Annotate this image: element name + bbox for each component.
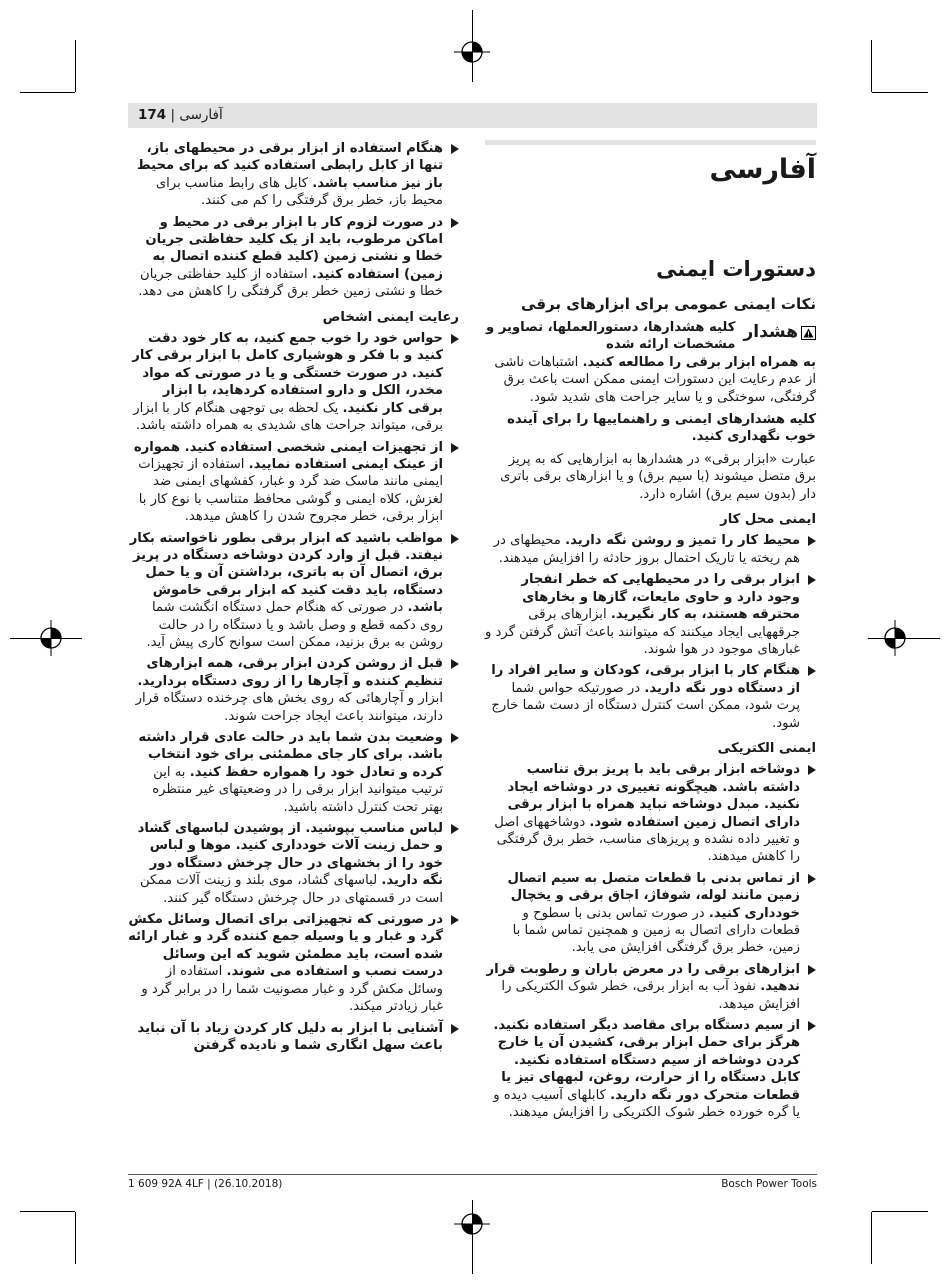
warning-text-normal: اشتباهات ناشی از عدم رعایت این دستورات ایمنی ممکن است باعث برق گرفتگی، سوختگی و یا سایر جراحت های شدید شود. [494,354,816,405]
list-item [485,1017,816,1121]
item-bold: ابزار برقی را در محیطهایی که خطر انفجار وجود دارد و حاوی مایعات، گازها و بخارهای محترقه هستند، به کار نگیرید. [521,572,800,623]
item-text: لباسهای گشاد، موی بلند و زینت آلات ممکن است در قسمتهای در حال چرخش دستگاه گیر کنند. [140,873,443,906]
bullet-icon [451,218,459,228]
item-bold: مواظب باشید که ابزار برقی بطور ناخواسته بکار نیفتد. قبل از وارد کردن دوشاخه دستگاه در پریز برق، اتصال آن به باتری، برداشتن آن و یا حمل دستگاه، باید دقت کنید که ابزار برقی خاموش باشد. [129,530,443,616]
section-title: دستورات ایمنی [656,257,816,281]
bullet-icon [451,659,459,669]
item-bold: دوشاخه ابزار برقی باید با پریز برق تناسب داشته باشد. هیچگونه تغییری در دوشاخه ایجاد نکنید. مبدل دوشاخه نباید همراه با ابزار برقی دارای اتصال زمین استفاده شود. [507,762,800,830]
list-item [128,330,459,434]
item-bold: ابزارهای برقی را در معرض باران و رطوبت قرار ندهید. [486,961,800,995]
bullet-icon [451,443,459,453]
item-text: ابزار و آچارهائی که روی بخش های چرخنده دستگاه قرار دارند، میتوانند باعث ایجاد جراحت شوند. [135,691,443,724]
left-column [128,140,459,1058]
warning-label [743,319,816,341]
page-header [128,103,817,128]
list-item [485,662,816,732]
page-header-label: آفارسی | 174 [138,107,223,123]
list-item [485,761,816,865]
list-item [485,961,816,1013]
crop-mark [872,92,928,93]
bullet-icon [808,666,816,676]
item-bold: آشنایی با ابزار به دلیل کار کردن زیاد با آن نباید باعث سهل انگاری شما و نادیده گرفتن [137,1020,443,1053]
list-item [128,140,459,210]
item-bold: از سیم دستگاه برای مقاصد دیگر استفاده نکنید. هرگز برای حمل ابزار برقی، کشیدن آن یا خارج کردن دوشاخه از سیم دستگاه استفاده نکنید. کابل دستگاه را از حرارت، روغن، لبههای تیز یا قطعات متحرک دور نگه دارید. [493,1018,800,1103]
registration-mark-icon [33,620,69,656]
bullet-icon [808,536,816,546]
bullet-icon [451,534,459,544]
item-text: کابلهای آسیب دیده و یا گره خورده خطر شوک الکتریکی را افزایش میدهند. [493,1087,800,1121]
crop-mark [20,92,75,93]
registration-mark-icon [454,34,490,70]
bullet-icon [451,824,459,834]
item-text: یک لحظه بی توجهی هنگام کار با ابزار برقی، میتواند جراحت های شدیدی به همراه داشته باشد. [133,400,443,434]
item-bold: محیط کار را تمیز و روشن نگه دارید. [565,533,800,549]
item-text: استفاده از کلید حفاظتی جریان خطا و نشتی زمین خطر برق گرفتگی را کاهش می دهد. [138,266,443,300]
header-language: آفارسی [179,107,223,123]
registration-mark-icon [877,620,913,656]
bullet-icon [808,965,816,975]
item-text: استفاده از تجهیزات ایمنی مانند ماسک ضد گرد و غبار، کفشهای ایمنی ضد لغزش، کلاه ایمنی و گوشی محافظ متناسب با نوع کار با ابزار برقی، خطر مجروح شدن را کاهش میدهد. [138,456,443,525]
list-item [128,911,459,1015]
column-rule [485,140,816,145]
item-text: در صورتی که هنگام حمل دستگاه انگشت شما روی دکمه قطع و وصل باشد و یا دستگاه را در حالت روشن به برق بزنید، ممکن است سوانح کاری پیش آید. [146,600,443,650]
item-text: به این ترتیب میتوانید ابزار برقی را در وضعیتهای غیر منتظره بهتر تحت کنترل داشته باشید. [152,764,443,815]
list-item [128,214,459,301]
bullet-icon [808,575,816,585]
warning-block [485,319,816,354]
list-item [128,729,459,816]
list-item [128,655,459,725]
list-item [485,532,816,567]
bullet-icon [451,144,459,154]
bullet-icon [808,1021,816,1031]
keep-instructions: کلیه هشدارهای ایمنی و راهنماییها را برای آینده خوب نگهداری کنید. [507,412,816,445]
item-bold: از تماس بدنی با قطعات متصل به سیم اتصال زمین مانند لوله، شوفاژ، اجاق برقی و یخچال خودداری کنید. [507,870,800,921]
warning-label-text: هشدار [743,322,798,342]
crop-mark [75,1212,76,1264]
item-text: محیطهای در هم ریخته یا تاریک احتمال بروز حادثه را افزایش میدهند. [493,533,800,566]
warning-text-bold: به همراه ابزار برقی را مطالعه کنید. [582,354,816,370]
crop-mark [75,40,76,92]
item-text: نفوذ آب به ابزار برقی، خطر شوک الکتریکی را افزایش میدهد. [501,979,800,1012]
item-bold: حواس خود را خوب جمع کنید، به کار خود دقت کنید و با فکر و هوشیاری کامل با ابزار برقی کار کنید. در صورت خستگی و یا در صورتی که مواد مخدر، الکل و دارو استفاده کردهاید، با ابزار برقی کار نکنید. [132,331,443,416]
list-item [485,870,816,957]
crop-mark [872,1211,928,1212]
warning-text [485,354,816,406]
item-bold: در صورتی که تجهیزاتی برای اتصال وسائل مکش گرد و غبار و یا وسیله جمع کننده گرد و غبار ارائه شده است، باید مطمئن شوید که این وسائل درست نصب و استفاده می شوند. [128,912,443,980]
bullet-icon [451,915,459,925]
bullet-icon [451,733,459,743]
item-bold: هنگام کار با ابزار برقی، کودکان و سایر افراد را از دستگاه دور نگه دارید. [491,663,800,696]
list-item [128,439,459,526]
item-bold: لباس مناسب بپوشید. از پوشیدن لباسهای گشاد و حمل زینت آلات خودداری کنید. موها و لباس خود را از بخشهای در حال چرخش دستگاه دور نگه دارید. [137,821,443,889]
registration-mark-icon [454,1206,490,1242]
item-bold: از تجهیزات ایمنی شخصی استفاده کنید. همواره از عینک ایمنی استفاده نمایید. [133,439,443,472]
list-item [128,1020,459,1055]
page-footer [128,1174,817,1195]
language-title: آفارسی [709,154,816,185]
electrical-heading: ایمنی الکتریکی [717,740,816,756]
bullet-icon [451,334,459,344]
subsection-title: نکات ایمنی عمومی برای ابزارهای برقی [521,295,816,313]
crop-mark [20,1211,75,1212]
item-bold: وضعیت بدن شما باید در حالت عادی قرار داشته باشد. برای کار جای مطمئنی برای خود انتخاب کرده و تعادل خود را همواره حفظ کنید. [138,730,443,780]
bullet-icon [808,874,816,884]
bullet-icon [808,765,816,775]
list-item [485,571,816,658]
item-bold: هنگام استفاده از ابزار برقی در محیطهای باز، تنها از کابل رابطی استفاده کنید که برای محیط باز نیز مناسب باشد. [137,141,443,191]
item-text: در صورتیکه حواس شما پرت شود، ممکن است کنترل دستگاه از دست شما خارج شود. [491,680,800,731]
work-area-heading: ایمنی محل کار [720,512,816,528]
item-text: ابزارهای برقی جرقههایی ایجاد میکنند که میتوانند باعث آتش گرفتن گرد و غبارهای موجود در هوا شوند. [485,607,800,657]
crop-mark [871,40,872,92]
power-tool-definition: عبارت «ابزار برقی» در هشدارها به ابزارهایی که به پریز برق متصل میشوند (با سیم برق) و یا ابزارهای برقی باتری دار (بدون سیم برق) اشاره دارد. [500,451,816,502]
item-bold: قبل از روشن کردن ابزار برقی، همه ابزارهای تنظیم کننده و آچارها را از روی دستگاه بردارید. [137,656,443,689]
page-number: 174 [138,107,167,123]
personal-safety-heading: رعایت ایمنی اشخاص [322,309,459,325]
item-text: دوشاخههای اصل و تغییر داده نشده و پریزهای مناسب، خطر برق گرفتگی را کاهش میدهند. [494,814,800,865]
right-column [485,140,816,1125]
bullet-icon [451,1024,459,1034]
item-text: در صورت تماس بدنی با سطوح و قطعات دارای اتصال به زمین و همچنین تماس شما با زمین، خطر برق گرفتگی افزایش می یابد. [512,905,800,956]
item-bold: در صورت لزوم کار با ابزار برقی در محیط و اماکن مرطوب، باید از یک کلید حفاظتی جریان خطا و نشتی زمین (کلید قطع کننده اتصال به زمین) استفاده کنید. [145,214,443,282]
brand-name: Bosch Power Tools [721,1178,817,1190]
warning-icon [801,326,816,340]
list-item [128,820,459,907]
document-id: 1 609 92A 4LF | (26.10.2018) [128,1178,283,1190]
item-text: کابل های رابط مناسب برای محیط باز، خطر برق گرفتگی را کم می کنند. [155,175,443,209]
warning-heading: کلیه هشدارها، دستورالعملها، تصاویر و مشخصات ارائه شده [486,320,736,353]
item-text: استفاده از وسائل مکش گرد و غبار مصونیت شما را در برابر گرد و غبار زیادتر میکند. [141,964,443,1015]
list-item [128,530,459,652]
crop-mark [871,1212,872,1264]
